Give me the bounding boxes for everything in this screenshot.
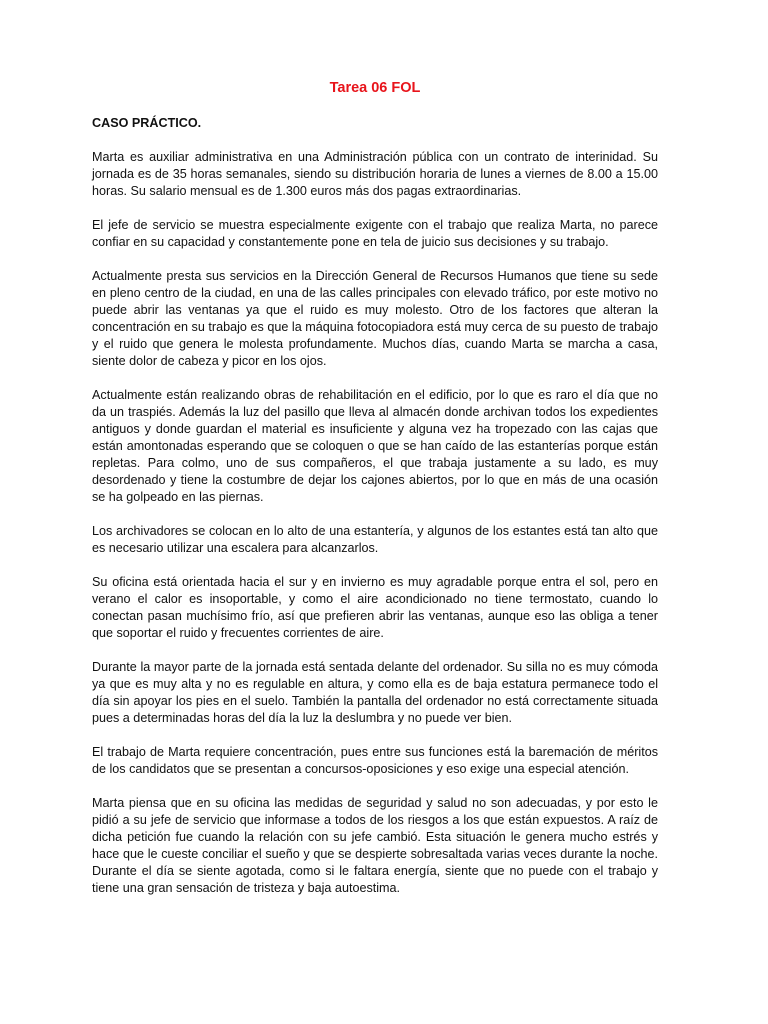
paragraph-8: El trabajo de Marta requiere concentración, pues entre sus funciones está la baremación de méritos de los candidatos que se presentan a concursos-oposiciones y eso exige una especial atención. [92,745,658,776]
paragraph-4: Actualmente están realizando obras de rehabilitación en el edificio, por lo que es raro el día que no da un traspiés. Además la luz del pasillo que lleva al almacén donde archivan todos los expedientes antiguos y donde guardan el material es insuficiente y alguna vez ha tropezado con las cajas que están amontonadas esperando que se coloquen o que se han caído de las estanterías porque están repletas. Para colmo, uno de sus compañeros, el que trabaja justamente a su lado, es muy desordenado y tiene la costumbre de dejar los cajones abiertos, por lo que en más de una ocasión se ha golpeado en las piernas. [92,388,658,504]
paragraph-7: Durante la mayor parte de la jornada está sentada delante del ordenador. Su silla no es muy cómoda ya que es muy alta y no es regulable en altura, y como ella es de baja estatura permanece todo el día sin apoyar los pies en el suelo. También la pantalla del ordenador no está correctamente situada pues a determinadas horas del día la luz la deslumbra y no puede ver bien. [92,660,658,725]
paragraph-5: Los archivadores se colocan en lo alto de una estantería, y algunos de los estantes está tan alto que es necesario utilizar una escalera para alcanzarlos. [92,524,658,555]
paragraph-1: Marta es auxiliar administrativa en una Administración pública con un contrato de interinidad. Su jornada es de 35 horas semanales, siendo su distribución horaria de lunes a viernes de 8.00 a 15.00 horas. Su salario mensual es de 1.300 euros más dos pagas extraordinarias. [92,150,658,198]
paragraph-6: Su oficina está orientada hacia el sur y en invierno es muy agradable porque entra el sol, pero en verano el calor es insoportable, y como el aire acondicionado no tiene termostato, cuando lo conectan pasan muchísimo frío, así que prefieren abrir las ventanas, aunque eso las obliga a tener que soportar el ruido y frecuentes corrientes de aire. [92,575,658,640]
paragraph-9: Marta piensa que en su oficina las medidas de seguridad y salud no son adecuadas, y por esto le pidió a su jefe de servicio que informase a todos de los riesgos a los que están expuestos. A raíz de dicha petición fue cuando la relación con su jefe cambió. Esta situación le genera mucho estrés y hace que le cueste conciliar el sueño y que se despierte sobresaltada varias veces durante la noche. Durante el día se siente agotada, como si le faltara energía, siente que no puede con el trabajo y tiene una gran sensación de tristeza y baja autoestima. [92,796,658,895]
section-heading: CASO PRÁCTICO. [92,116,202,130]
document-title: Tarea 06 FOL [329,80,421,96]
paragraph-3: Actualmente presta sus servicios en la Dirección General de Recursos Humanos que tiene su sede en pleno centro de la ciudad, en una de las calles principales con elevado tráfico, por este motivo no puede abrir las ventanas ya que el ruido es muy molesto. Otro de los factores que alteran la concentración en su trabajo es que la máquina fotocopiadora está muy cerca de su puesto de trabajo y el ruido que genera le molesta profundamente. Muchos días, cuando Marta se marcha a casa, siente dolor de cabeza y picor en los ojos. [92,269,658,368]
paragraph-2: El jefe de servicio se muestra especialmente exigente con el trabajo que realiza Marta, no parece confiar en su capacidad y constantemente pone en tela de juicio sus decisiones y su trabajo. [92,218,658,249]
document-page [92,78,658,914]
